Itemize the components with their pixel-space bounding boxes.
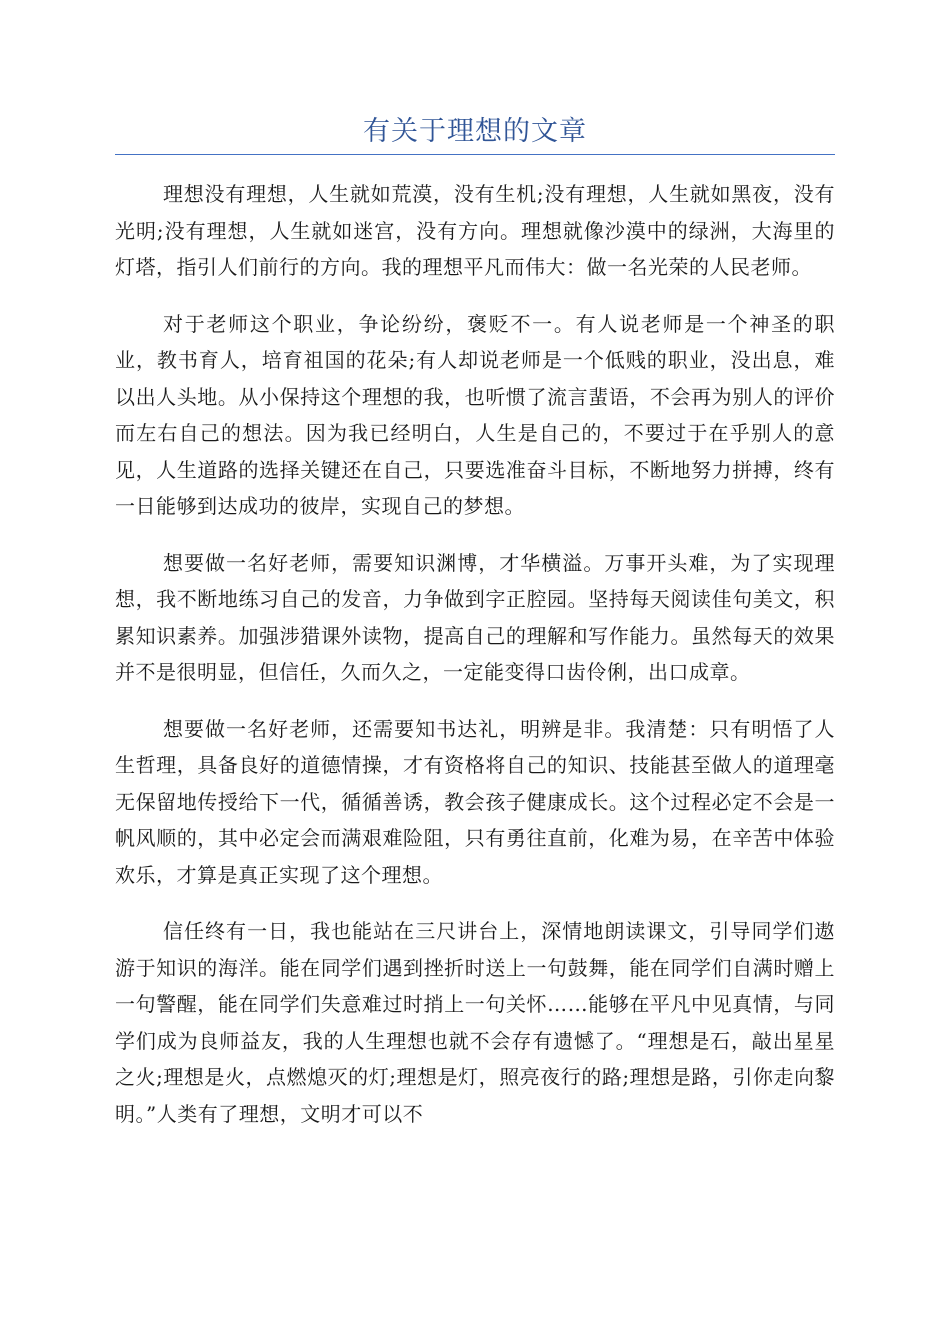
paragraph-4: 想要做一名好老师，还需要知书达礼，明辨是非。我清楚：只有明悟了人生哲理，具备良好的道德情操，才有资格将自己的知识、技能甚至做人的道理毫无保留地传授给下一代，循循善诱，教会孩子健康成长。这个过程必定不会是一帆风顺的，其中必定会而满艰难险阻，只有勇往直前，化难为易，在辛苦中体验欢乐，才算是真正实现了这个理想。: [115, 716, 835, 887]
paragraph-2: 对于老师这个职业，争论纷纷，褒贬不一。有人说老师是一个神圣的职业，教书育人，培育祖国的花朵;有人却说老师是一个低贱的职业，没出息，难以出人头地。从小保持这个理想的我，也听惯了流言蜚语，不会再为别人的评价而左右自己的想法。因为我已经明白，人生是自己的，不要过于在乎别人的意见，人生道路的选择关键还在自己，只要选准奋斗目标，不断地努力拼搏，终有一日能够到达成功的彼岸，实现自己的梦想。: [115, 311, 835, 518]
paragraph-5: 信任终有一日，我也能站在三尺讲台上，深情地朗读课文，引导同学们遨游于知识的海洋。能在同学们遇到挫折时送上一句鼓舞，能在同学们自满时赠上一句警醒，能在同学们失意难过时捎上一句关怀……能够在平凡中见真情，与同学们成为良师益友，我的人生理想也就不会存有遗憾了。“理想是石，敲出星星之火;理想是火，点燃熄灭的灯;理想是灯，照亮夜行的路;理想是路，引你走向黎明。”人类有了理想，文明才可以不: [115, 919, 835, 1126]
document-title: 有关于理想的文章: [363, 116, 587, 147]
paragraph-1: 理想没有理想，人生就如荒漠，没有生机;没有理想，人生就如黑夜，没有光明;没有理想，人生就如迷宫，没有方向。理想就像沙漠中的绿洲，大海里的灯塔，指引人们前行的方向。我的理想平凡而伟大：做一名光荣的人民老师。: [115, 182, 835, 279]
paragraph-3: 想要做一名好老师，需要知识渊博，才华横溢。万事开头难，为了实现理想，我不断地练习自己的发音，力争做到字正腔园。坚持每天阅读佳句美文，积累知识素养。加强涉猎课外读物，提高自己的理解和写作能力。虽然每天的效果并不是很明显，但信任，久而久之，一定能变得口齿伶俐，出口成章。: [115, 550, 835, 684]
article-body: [115, 176, 835, 1152]
title-underline: [115, 154, 835, 155]
